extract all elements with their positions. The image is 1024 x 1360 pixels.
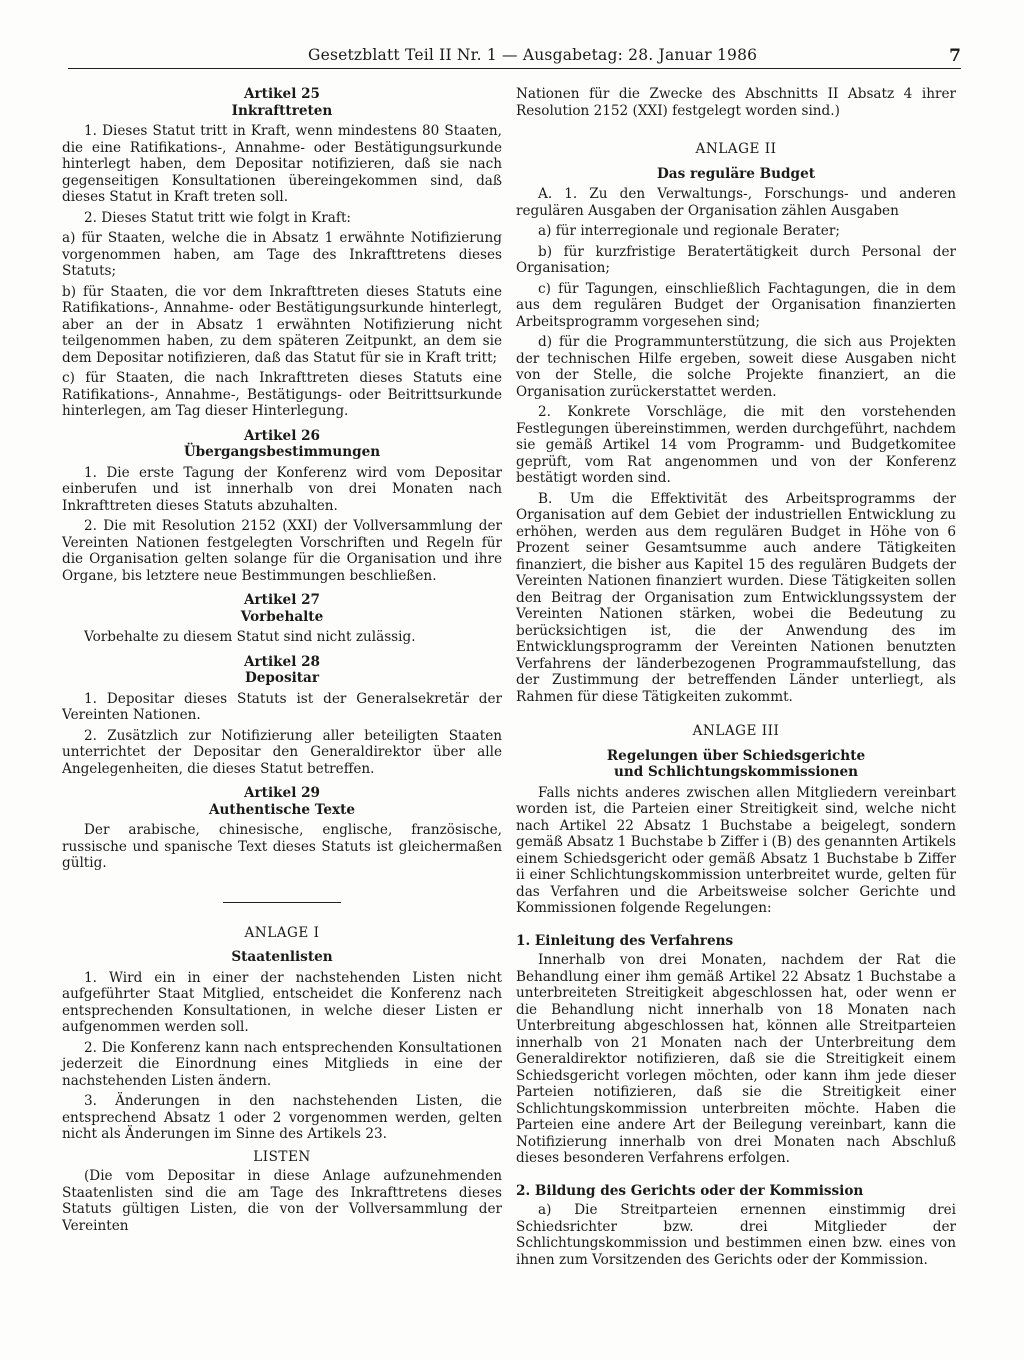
- article-25-subtitle: Inkrafttreten: [231, 102, 333, 119]
- article-27-title: Artikel 27: [243, 592, 321, 608]
- paragraph: Vorbehalte zu diesem Statut sind nicht zulässig.: [84, 629, 416, 645]
- annex-1-subtitle: Staatenlisten: [231, 949, 333, 965]
- paragraph: a) Die Streitparteien ernennen einstimmig drei Schiedsrichter bzw. drei Mitglieder der Schlichtungskommission und bestimmen einen bzw. eines von ihnen zum Vorsitzenden des Gerichts oder der Kommission.: [516, 1202, 956, 1268]
- paragraph: 2. Dieses Statut tritt wie folgt in Kraft:: [84, 209, 351, 226]
- paragraph: 3. Änderungen in den nachstehenden Listen, die entsprechend Absatz 1 oder 2 vorgenommen werden, gelten nicht als Änderungen im Sinne des Artikels 23.: [62, 1093, 502, 1142]
- page-header: [68, 46, 961, 69]
- section-divider: [223, 902, 341, 903]
- paragraph: Der arabische, chinesische, englische, französische, russische und spanische Text dieses Statuts ist gleichermaßen gültig.: [62, 822, 502, 871]
- article-29-subtitle: Authentische Texte: [209, 801, 355, 818]
- listen-title: LISTEN: [253, 1148, 311, 1165]
- paragraph: A. 1. Zu den Verwaltungs-, Forschungs- und anderen regulären Ausgaben der Organisation zählen Ausgaben: [516, 186, 956, 219]
- left-column: [62, 86, 502, 1238]
- paragraph: 2. Zusätzlich zur Notifizierung aller beteiligten Staaten unterrichtet der Depositar den Generaldirektor über alle Angelegenheiten, die dieses Statut betreffen.: [62, 727, 502, 777]
- paragraph: (Die vom Depositar in diese Anlage aufzunehmenden Staatenlisten sind die am Tage des Inkrafttretens dieses Statuts gültigen Listen, die von der Vollversammlung der Vereinten: [62, 1168, 502, 1234]
- paragraph: 2. Die Konferenz kann nach entsprechenden Konsultationen jederzeit die Einordnung eines Mitglieds in eine der nachstehenden Listen ändern.: [62, 1039, 502, 1089]
- article-26-subtitle: Übergangsbestimmungen: [183, 444, 381, 460]
- annex-2-subtitle: Das reguläre Budget: [656, 165, 815, 182]
- page-number: 7: [949, 46, 961, 66]
- paragraph: 1. Wird ein in einer der nachstehenden Listen nicht aufgeführter Staat Mitglied, entscheidet die Konferenz nach entsprechenden Konsultationen, in welche dieser Listen er aufgenommen werden soll.: [62, 969, 502, 1035]
- paragraph: c) für Tagungen, einschließlich Fachtagungen, die in dem aus dem regulären Budget der Organisation finanzierten Arbeitsprogramm vorgesehen sind;: [516, 280, 956, 330]
- paragraph: Innerhalb von drei Monaten, nachdem der Rat die Behandlung einer ihm gemäß Artikel 22 Absatz 1 Buchstabe a unterbreiteten Streitigkeit abgeschlossen hat, oder wenn er die Behandlung nicht innerhalb von 18 Monaten nach Unterbreitung abgeschlossen hat, können alle Streitparteien innerhalb von 21 Monaten nach der Unterbreitung dem Generaldirektor notifizieren, daß sie die Streitigkeit einem Schiedsgericht vorlegen möchten, oder kann ihm jede dieser Parteien notifizieren, daß sie die Streitigkeit einer Schlichtungskommission unterbreiten möchte. Haben die Parteien eine andere Art der Beilegung vereinbart, kann die Notifizierung innerhalb von drei Monaten nach Abschluß dieses besonderen Verfahrens erfolgen.: [516, 952, 956, 1166]
- paragraph: a) für interregionale und regionale Berater;: [538, 223, 840, 239]
- annex-3-subtitle: Regelungen über Schiedsgerichte: [606, 747, 866, 764]
- annex-3-subtitle-line2: und Schlichtungskommissionen: [613, 764, 859, 780]
- paragraph: d) für die Programmunterstützung, die sich aus Projekten der technischen Hilfe ergeben, soweit diese Ausgaben nicht von der Stelle, die solche Projekte finanziert, an die Organisation zurückerstattet werden.: [516, 334, 956, 400]
- article-27-subtitle: Vorbehalte: [240, 608, 324, 625]
- paragraph: 1. Die erste Tagung der Konferenz wird vom Depositar einberufen und ist innerhalb von drei Monaten nach Inkrafttreten dieses Statuts abzuhalten.: [62, 464, 502, 514]
- paragraph: b) für Staaten, die vor dem Inkrafttreten dieses Statuts eine Ratifikations-, Annahme- oder Bestätigungsurkunde hinterlegt, aber an der in Absatz 1 erwähnten Notifizierung nicht teilgenommen haben, zu dem späteren Zeitpunkt, an dem sie dem Depositar notifizieren, daß das Statut für sie in Kraft tritt;: [62, 283, 502, 366]
- article-26-title: Artikel 26: [243, 427, 321, 444]
- paragraph: 2. Die mit Resolution 2152 (XXI) der Vollversammlung der Vereinten Nationen festgelegten Vorschriften und Regeln für die Organisation gelten solange für die Organisation und ihre Organe, bis letztere neue Bestimmungen beschließen.: [62, 518, 502, 584]
- annex-2-title: ANLAGE II: [695, 141, 777, 157]
- paragraph: B. Um die Effektivität des Arbeitsprogramms der Organisation auf dem Gebiet der industriellen Entwicklung zu erhöhen, werden aus dem regulären Budget in Höhe von 6 Prozent seiner Gesamtsumme auch andere Tätigkeiten finanziert, die bisher aus Kapitel 15 des regulären Budgets der Vereinten Nationen finanziert wurden. Diese Tätigkeiten sollen den Beitrag der Organisation zum Entwicklungssystem der Vereinten Nationen stärken, wobei die Bedeutung zu berücksichtigen ist, die der Anwendung des im Entwicklungsprogramm der Vereinten Nationen benutzten Verfahrens der länderbezogenen Programmaufstellung, das der Zustimmung der betreffenden Länder unterliegt, als Rahmen für diese Tätigkeiten zukommt.: [516, 490, 956, 705]
- right-column: [516, 86, 956, 1272]
- paragraph: 1. Dieses Statut tritt in Kraft, wenn mindestens 80 Staaten, die eine Ratifikations-, Annahme- oder Bestätigungsurkunde hinterlegt haben, dem Depositar notifizieren, daß sie nach gegenseitigen Konsultationen übereingekommen sind, daß dieses Statut in Kraft treten soll.: [62, 123, 502, 205]
- paragraph: Nationen für die Zwecke des Abschnitts II Absatz 4 ihrer Resolution 2152 (XXI) festgelegt worden sind.): [516, 86, 956, 119]
- paragraph: b) für kurzfristige Beratertätigkeit durch Personal der Organisation;: [516, 243, 956, 276]
- paragraph: Falls nichts anderes zwischen allen Mitgliedern vereinbart worden ist, die Parteien einer Streitigkeit sind, welche nicht nach Artikel 22 Absatz 1 Buchstabe a beigelegt, sondern gemäß Absatz 1 Buchstabe b Ziffer i (B) des genannten Artikels einem Schiedsgericht oder gemäß Absatz 1 Buchstabe b Ziffer ii einer Schlichtungskommission unterbreitet wurde, gelten für das Verfahren und die Arbeitsweise solcher Gerichte und Kommissionen folgende Regelungen:: [516, 784, 956, 916]
- gazette-header-title: Gesetzblatt Teil II Nr. 1 — Ausgabetag: 28. Januar 1986: [308, 46, 758, 64]
- article-25-title: Artikel 25: [243, 86, 321, 102]
- article-28-subtitle: Depositar: [244, 670, 320, 686]
- article-29-title: Artikel 29: [243, 785, 321, 801]
- annex-1-title: ANLAGE I: [244, 924, 320, 941]
- section-1-title: 1. Einleitung des Verfahrens: [516, 932, 734, 949]
- article-28-title: Artikel 28: [243, 653, 321, 670]
- paragraph: 1. Depositar dieses Statuts ist der Generalsekretär der Vereinten Nationen.: [62, 690, 502, 723]
- section-2-title: 2. Bildung des Gerichts oder der Kommission: [516, 1182, 864, 1199]
- paragraph: c) für Staaten, die nach Inkrafttreten dieses Statuts eine Ratifikations-, Annahme-, Bestätigungs- oder Beitrittsurkunde hinterlegen, am Tag dieser Hinterlegung.: [62, 370, 502, 419]
- annex-3-title: ANLAGE III: [692, 723, 780, 739]
- paragraph: 2. Konkrete Vorschläge, die mit den vorstehenden Festlegungen übereinstimmen, werden durchgeführt, nachdem sie gemäß Artikel 14 vom Programm- und Budgetkomitee geprüft, vom Rat angenommen und von der Konferenz bestätigt worden sind.: [516, 404, 956, 486]
- paragraph: a) für Staaten, welche die in Absatz 1 erwähnte Notifizierung vorgenommen haben, am Tage des Inkrafttretens dieses Statuts;: [62, 230, 502, 279]
